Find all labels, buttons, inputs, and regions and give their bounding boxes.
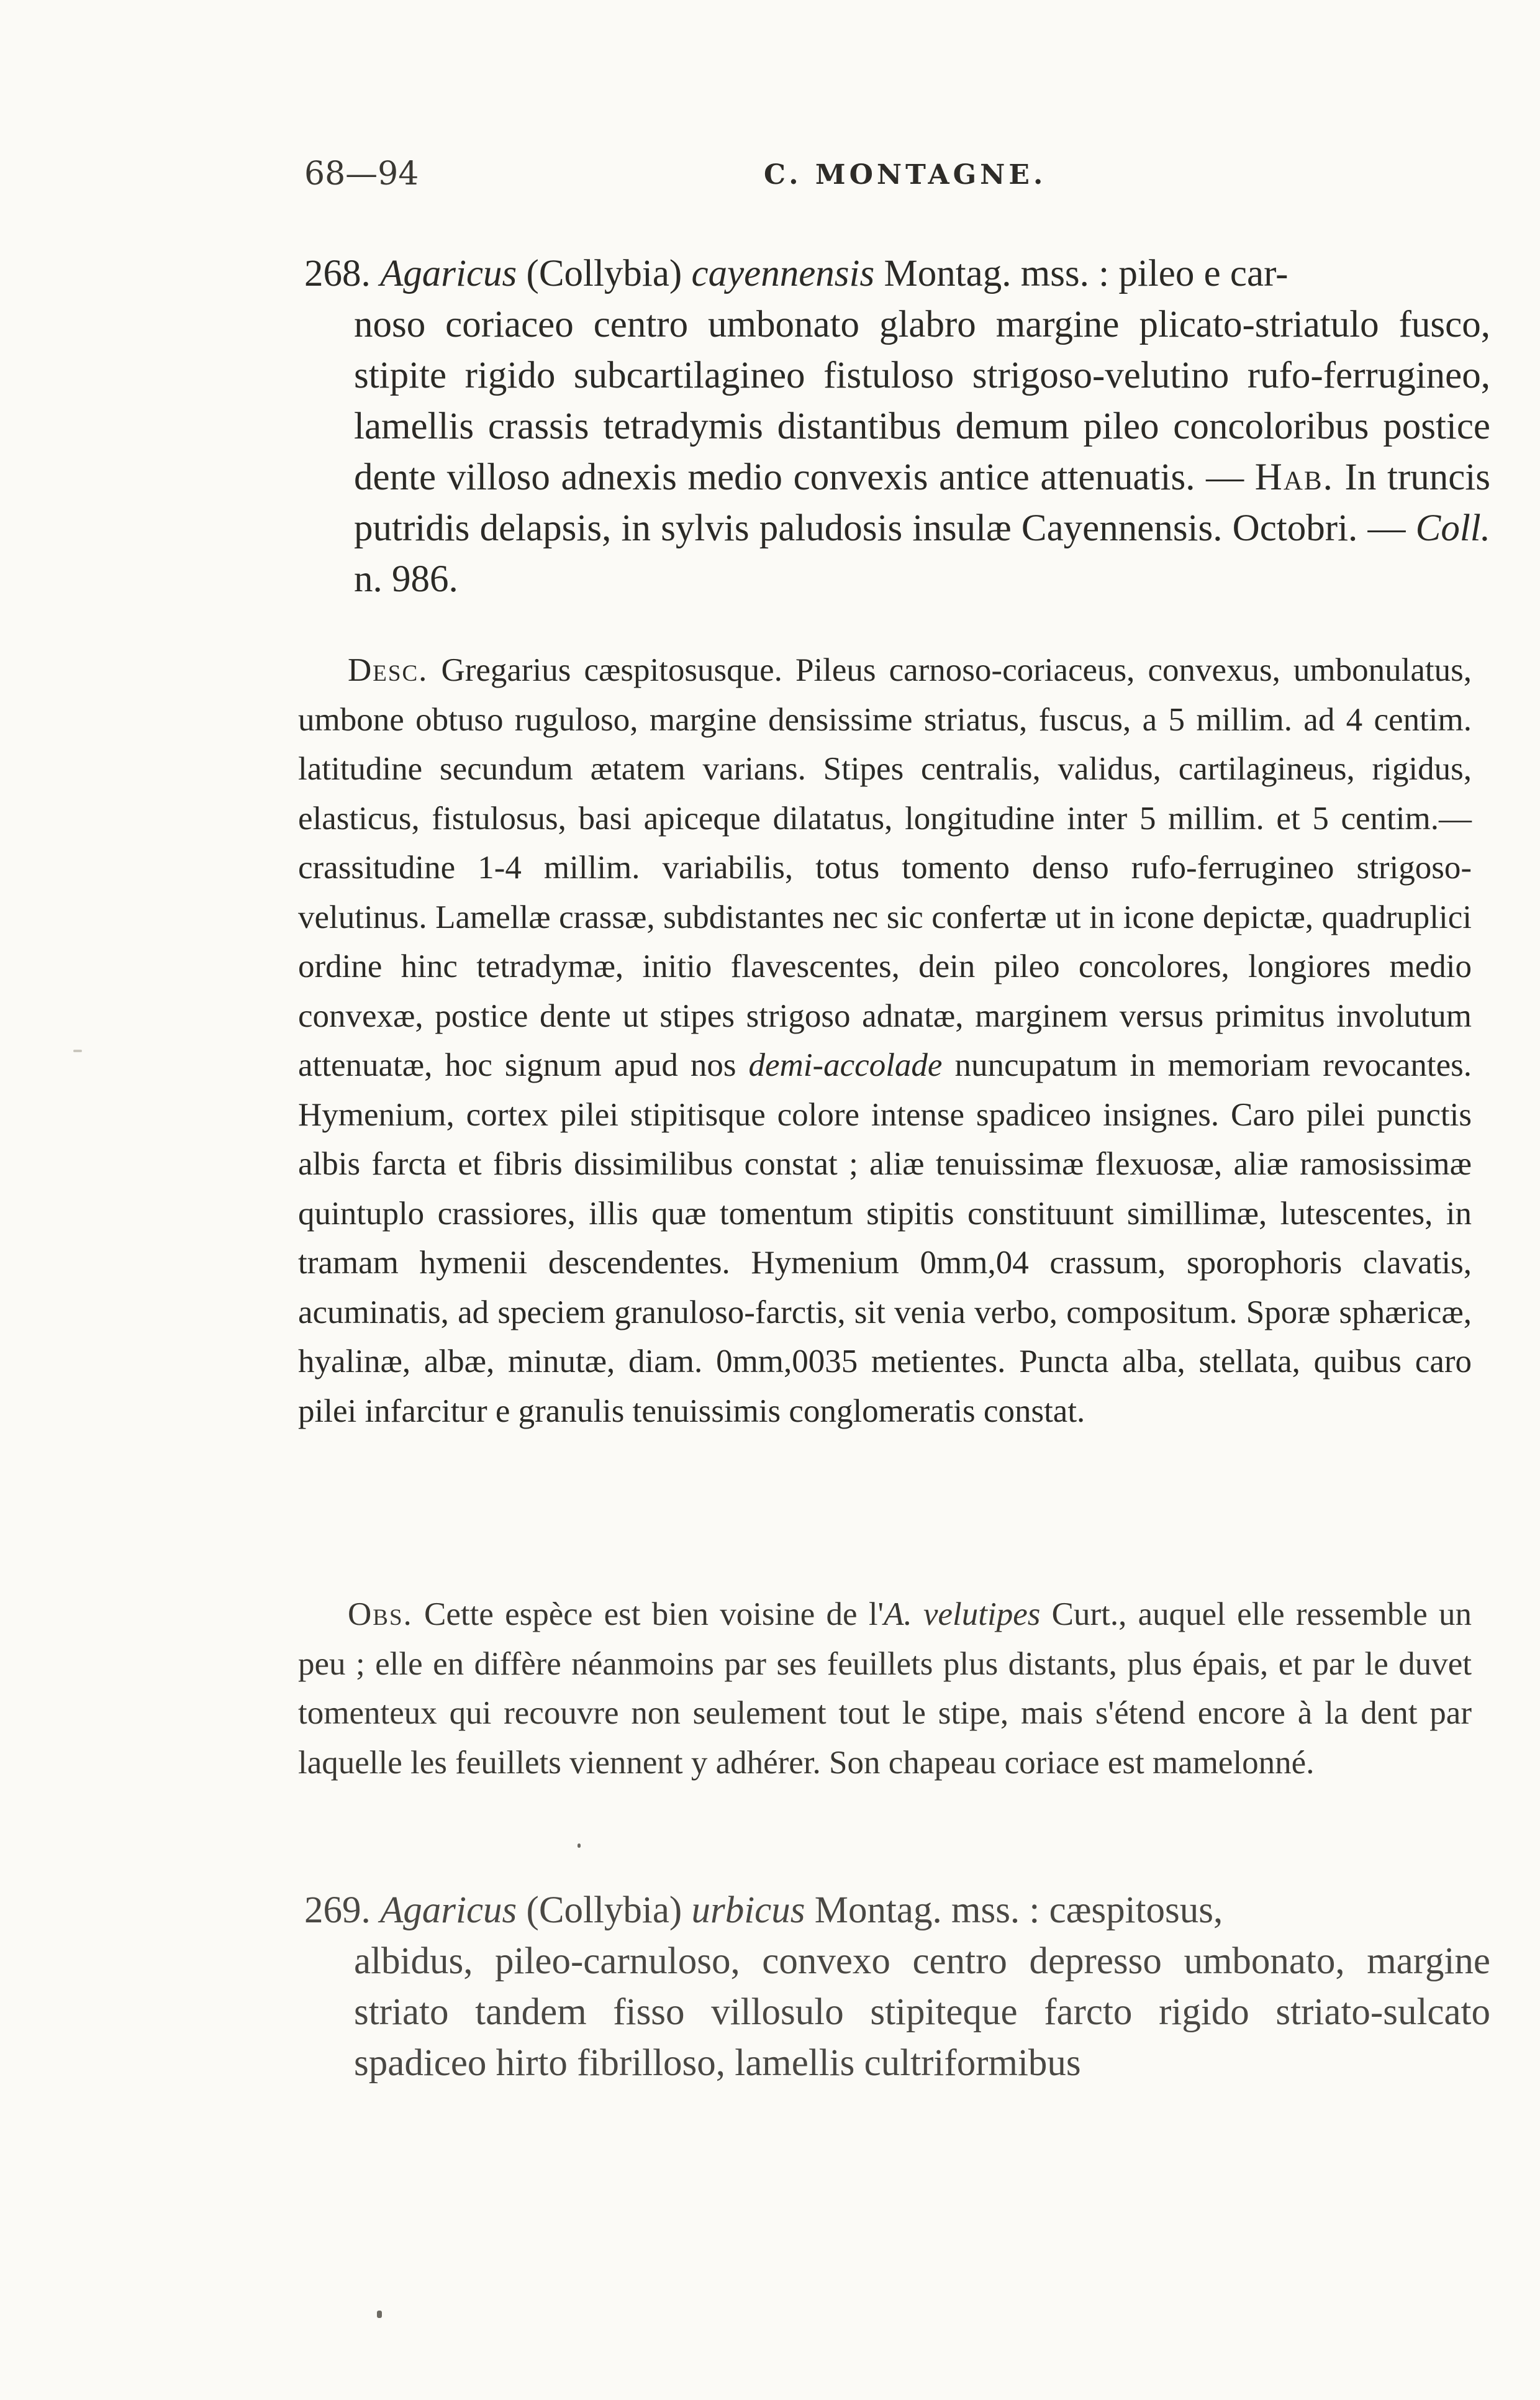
observation-label: Obs.	[348, 1596, 413, 1632]
ink-speck	[578, 1843, 581, 1848]
diagnosis-text: noso coriaceo centro umbonato glabro margine plicato-striatulo fusco, stipite rigido subcartilagineo fistuloso strigoso-velutino rufo-ferrugineo, lamellis crassis tetradymis distantibus demum pileo concoloribus postice dente villoso adnexis medio convexis antice attenuatis. —	[354, 304, 1490, 498]
subgenus-name: (Collybia)	[526, 253, 682, 294]
ink-speck	[73, 1050, 82, 1052]
ink-speck	[377, 2311, 382, 2318]
description-label: Desc.	[348, 652, 428, 688]
genus-name: Agaricus	[380, 1889, 517, 1931]
observation-text-1: Cette espèce est bien voisine de l'	[424, 1596, 884, 1632]
species-name: urbicus	[691, 1889, 805, 1931]
species-entry-268	[304, 248, 1490, 605]
entry-number: 268.	[304, 253, 371, 294]
diagnosis-start: pileo e car-	[1118, 253, 1289, 294]
collection-label: Coll.	[1415, 507, 1491, 549]
observation-paragraph	[298, 1590, 1472, 1788]
species-name: cayennensis	[691, 253, 875, 294]
page-header	[304, 155, 1248, 205]
description-italic-term: demi-accolade	[748, 1047, 943, 1083]
genus-name: Agaricus	[380, 253, 517, 294]
description-text-1: Gregarius cæspitosusque. Pileus carnoso-coriaceus, convexus, umbonulatus, umbone obtuso ruguloso, margine densissime striatus, fuscus, a 5 millim. ad 4 centim. latitudine secundum ætatem varians. Stipes centralis, validus, cartilagineus, rigidus, elasticus, fistulosus, basi apiceque dilatatus, longitudine inter 5 millim. et 5 centim.— crassitudine 1-4 millim. variabilis, totus tomento denso rufo-ferrugineo strigoso-velutinus. Lamellæ crassæ, subdistantes nec sic confertæ ut in icone depictæ, quadruplici ordine hinc tetradymæ, initio flavescentes, dein pileo concolores, longiores medio convexæ, postice dente ut stipes strigoso adnatæ, marginem versus primitus involutum attenuatæ, hoc signum apud nos	[298, 652, 1472, 1083]
authority: Montag. mss. :	[884, 253, 1110, 294]
collection-number: n. 986.	[354, 558, 458, 600]
species-entry-269	[304, 1885, 1490, 2089]
entry-number: 269.	[304, 1889, 371, 1931]
description-text-2: nuncupatum in memoriam revocantes. Hymenium, cortex pilei stipitisque colore intense spadiceo insignes. Caro pilei punctis albis farcta et fibris dissimilibus constat ; aliæ tenuissimæ flexuosæ, aliæ ramosissimæ quintuplo crassiores, illis quæ tomentum stipitis constituunt simillimæ, lutescentes, in tramam hymenii descendentes. Hymenium 0mm,04 crassum, sporophoris clavatis, acuminatis, ad speciem granuloso-farctis, sit venia verbo, compositum. Sporæ sphæricæ, hyalinæ, albæ, minutæ, diam. 0mm,0035 metientes. Puncta alba, stellata, quibus caro pilei infarcitur e granulis tenuissimis conglomeratis constat.	[298, 1047, 1472, 1429]
observation-text-2: Curt., auquel elle ressemble un peu ; elle en diffère néanmoins par ses feuillets plus distants, plus épais, et par le duvet tomenteux qui recouvre non seulement tout le stipe, mais s'étend encore à la dent par laquelle les feuillets viennent y adhérer. Son chapeau coriace est mamelonné.	[298, 1596, 1472, 1781]
description-paragraph	[298, 646, 1472, 1436]
page-number: 68—94	[304, 155, 419, 193]
observation-italic-term: A. velutipes	[884, 1596, 1041, 1632]
habitat-text: In truncis putridis delapsis, in sylvis paludosis insulæ Cayennensis. Octobri. —	[354, 457, 1491, 549]
subgenus-name: (Collybia)	[526, 1889, 682, 1931]
diagnosis-start: cæspitosus,	[1049, 1889, 1223, 1931]
habitat-label: Hab.	[1254, 457, 1334, 498]
running-head: C. MONTAGNE.	[764, 159, 1047, 191]
authority: Montag. mss. :	[814, 1889, 1040, 1931]
diagnosis-text: albidus, pileo-carnuloso, convexo centro depresso umbonato, margine striato tandem fisso villosulo stipiteque farcto rigido striato-sulcato spadiceo hirto fibrilloso, lamellis cultriformibus	[354, 1940, 1490, 2084]
